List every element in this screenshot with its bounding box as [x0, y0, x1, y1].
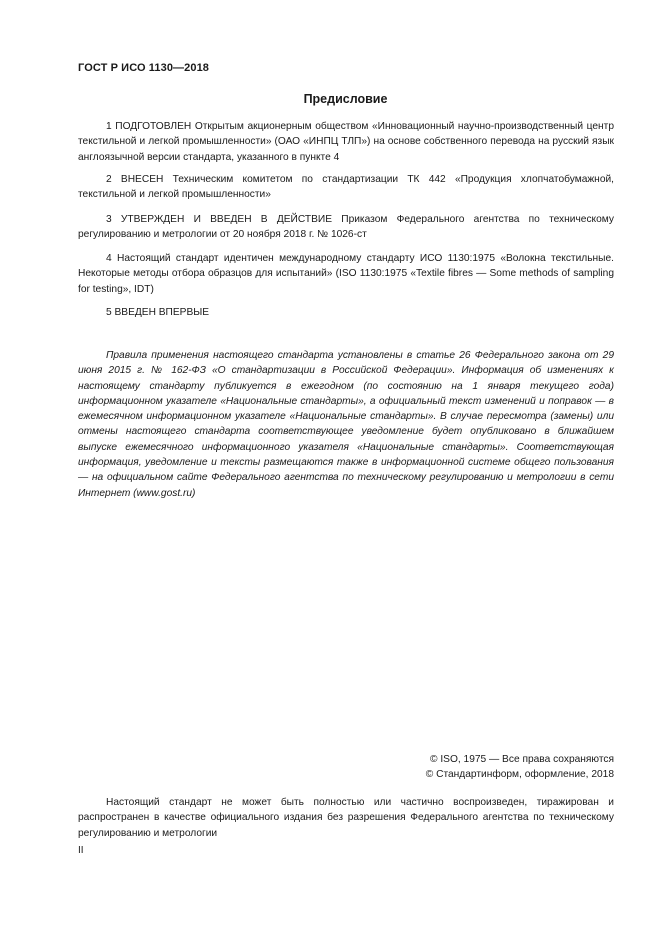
- page-title: Предисловие: [303, 92, 388, 106]
- standartinform-copyright: © Стандартинформ, оформление, 2018: [425, 769, 614, 780]
- foreword-item-1: 1 ПОДГОТОВЛЕН Открытым акционерным обществом «Инновационный научно-производственный центр текстильной и легкой промышленности» (ОАО «ИНПЦ ТЛП») на основе собственного перевода на русский язык англоязычной версии стандарта, указанного в пункте 4: [78, 121, 614, 163]
- reproduction-notice: Настоящий стандарт не может быть полностью или частично воспроизведен, тиражирован и распространен в качестве официального издания без разрешения Федерального агентства по техническому регулированию и метрологии: [78, 797, 614, 839]
- application-rules-note: Правила применения настоящего стандарта установлены в статье 26 Федерального закона от 29 июня 2015 г. № 162-ФЗ «О стандартизации в Российской Федерации». Информация об изменениях к настоящему стандарту публикуется в ежегодном (по состоянию на 1 января текущего года) информационном указателе «Национальные стандарты», а официальный текст изменений и поправок — в ежемесячном информационном указателе «Национальные стандарты». В случае пересмотра (замены) или отмены настоящего стандарта соответствующее уведомление будет опубликовано в ближайшем выпуске ежемесячного информационного указателя «Национальные стандарты». Соответствующая информация, уведомление и тексты размещаются также в информационной системе общего пользования — на официальном сайте Федерального агентства по техническому регулированию и метрологии в сети Интернет (www.gost.ru): [78, 350, 614, 499]
- foreword-item-5: 5 ВВЕДЕН ВПЕРВЫЕ: [106, 307, 210, 318]
- page-number: II: [78, 845, 84, 856]
- foreword-item-4: 4 Настоящий стандарт идентичен международному стандарту ИСО 1130:1975 «Волокна текстильные. Некоторые методы отбора образцов для испытаний» (ISO 1130:1975 «Textile fibres — Some methods of sampling for testing», IDT): [78, 253, 614, 295]
- iso-copyright: © ISO, 1975 — Все права сохраняются: [430, 754, 614, 765]
- foreword-item-2: 2 ВНЕСЕН Техническим комитетом по стандартизации ТК 442 «Продукция хлопчатобумажной, текстильной и легкой промышленности»: [78, 174, 614, 201]
- foreword-item-3: 3 УТВЕРЖДЕН И ВВЕДЕН В ДЕЙСТВИЕ Приказом Федерального агентства по техническому регулированию и метрологии от 20 ноября 2018 г. № 1026-ст: [78, 214, 614, 241]
- document-id-header: ГОСТ Р ИСО 1130—2018: [78, 62, 210, 74]
